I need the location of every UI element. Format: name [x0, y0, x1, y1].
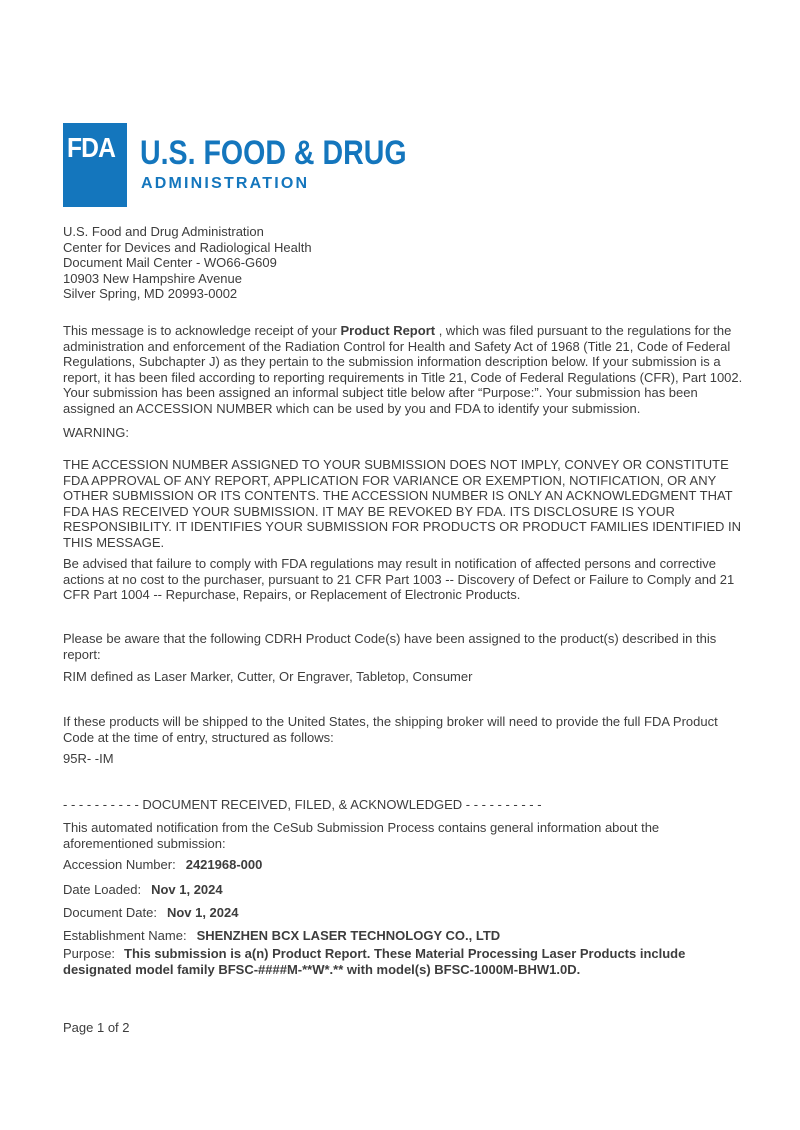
field-label: Establishment Name: — [63, 928, 187, 943]
fda-logo-acronym: FDA — [67, 132, 116, 163]
address-line: U.S. Food and Drug Administration — [63, 224, 264, 239]
field-label: Purpose: — [63, 946, 116, 961]
intro-text-post: , which was filed pursuant to the regulations for the administration and enforcement of the Radiation Control for Health and Safety Act of 1968 (Title 21, Code of Federal Regulations, Subchapter J) as they pertain to the submission information description below. If your submission is a report, it has been filed according to reporting requirements in Title 21, Code of Federal Regulations (CFR), Part 1002. Your submission has been assigned an informal subject title below after “Purpose:”. Your submission has been assigned an ACCESSION NUMBER which can be used by you and FDA to identify your submission. — [63, 323, 743, 416]
intro-paragraph — [63, 323, 744, 416]
field-value: Nov 1, 2024 — [166, 905, 239, 920]
product-code-definition: RIM defined as Laser Marker, Cutter, Or Engraver, Tabletop, Consumer — [63, 669, 473, 684]
document-received-divider: - - - - - - - - - - DOCUMENT RECEIVED, FILED, & ACKNOWLEDGED - - - - - - - - - - — [63, 797, 542, 812]
address-line: Silver Spring, MD 20993-0002 — [63, 286, 238, 301]
advisory-paragraph: Be advised that failure to comply with FDA regulations may result in notification of affected persons and corrective actions at no cost to the purchaser, pursuant to 21 CFR Part 1003 -- Discovery of Defect or Failure to Comply and 21 CFR Part 1004 -- Repurchase, Repairs, or Replacement of Electronic Products. — [63, 556, 735, 602]
sender-address-block — [63, 224, 744, 302]
report-type-emphasis: Product Report — [340, 323, 436, 338]
field-label: Date Loaded: — [63, 882, 142, 897]
shipping-paragraph: If these products will be shipped to the United States, the shipping broker will need to provide the full FDA Product Code at the time of entry, structured as follows: — [63, 714, 718, 745]
address-line: 10903 New Hampshire Avenue — [63, 270, 242, 286]
warning-heading: WARNING: — [63, 425, 129, 440]
field-label: Document Date: — [63, 905, 157, 920]
fda-logo — [63, 123, 127, 207]
field-value: SHENZHEN BCX LASER TECHNOLOGY CO., LTD — [196, 928, 501, 943]
warning-paragraph: THE ACCESSION NUMBER ASSIGNED TO YOUR SUBMISSION DOES NOT IMPLY, CONVEY OR CONSTITUTE FDA APPROVAL OF ANY REPORT, APPLICATION FOR VARIANCE OR EXEMPTION, NOTIFICATION, OR ANY OTHER SUBMISSION OR ITS CONTENTS. THE ACCESSION NUMBER IS ONLY AN ACKNOWLEDGMENT THAT FDA HAS RECEIVED YOUR SUBMISSION. IT MAY BE REVOKED BY FDA. ITS DISCLOSURE IS YOUR RESPONSIBILITY. IT IDENTIFIES YOUR SUBMISSION FOR PRODUCTS OR PRODUCT FAMILIES IDENTIFIED IN THIS MESSAGE. — [63, 457, 742, 550]
purpose-paragraph — [63, 946, 744, 977]
field-row-establishment-name — [63, 928, 744, 944]
address-line: Document Mail Center - WO66-G609 — [63, 255, 277, 270]
field-row-date-loaded — [63, 882, 744, 898]
product-code-paragraph: Please be aware that the following CDRH Product Code(s) have been assigned to the product(s) described in this report: — [63, 631, 717, 662]
fda-product-code: 95R- -IM — [63, 751, 114, 766]
field-label: Accession Number: — [63, 857, 176, 872]
purpose-value: This submission is a(n) Product Report. These Material Processing Laser Products include designated model family BFSC-####M-**W*.** with model(s) BFSC-1000M-BHW1.0D. — [63, 946, 686, 977]
field-row-document-date — [63, 905, 744, 921]
logo-subtitle: ADMINISTRATION — [141, 175, 310, 192]
field-value: Nov 1, 2024 — [151, 882, 223, 897]
page-indicator: Page 1 of 2 — [63, 1020, 130, 1035]
field-row-accession-number — [63, 857, 744, 873]
automated-notification-note: This automated notification from the CeSub Submission Process contains general information about the aforementioned submission: — [63, 820, 660, 851]
field-value: 2421968-000 — [185, 857, 263, 872]
logo-title: U.S. FOOD & DRUG — [140, 134, 407, 172]
address-line: Center for Devices and Radiological Health — [63, 239, 312, 255]
intro-text-pre: This message is to acknowledge receipt of your — [63, 323, 341, 338]
